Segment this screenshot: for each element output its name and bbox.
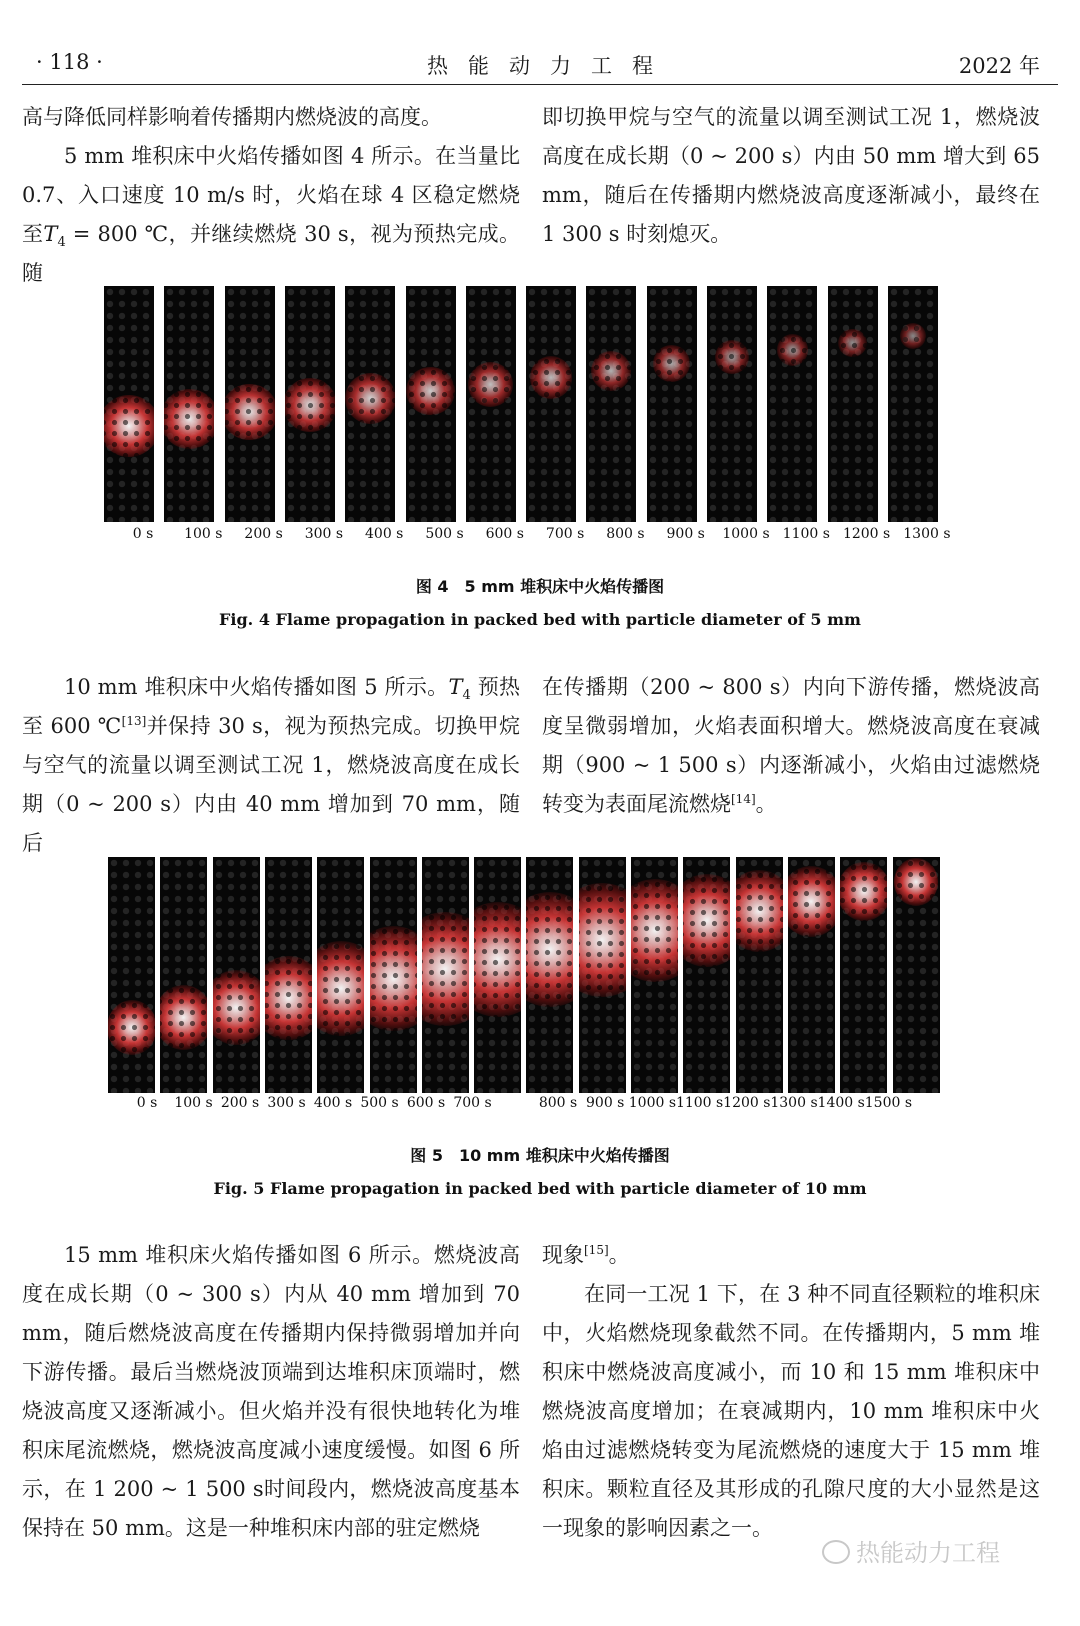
flame-photo-strip (788, 857, 835, 1093)
time-label: 700 s (545, 526, 585, 542)
top-right-column (542, 98, 1040, 254)
paragraph: 现象[15]。 (542, 1243, 630, 1267)
flame-photo-strip (164, 286, 214, 522)
journal-title: 热能动力工程 (427, 54, 673, 78)
flame-photo-strip (586, 286, 636, 522)
paragraph: 10 mm 堆积床中火焰传播如图 5 所示。$T_4$ 预热至 600 ℃[13]并保持 30 s，视为预热完成。切换甲烷与空气的流量以调至测试工况 1，燃烧波高度在成长期（0 ~ 200 s）内由 40 mm 增加到 70 mm，随后 (22, 675, 520, 855)
time-label: 300 s (304, 526, 344, 542)
paragraph: 5 mm 堆积床中火焰传播如图 4 所示。在当量比 0.7、入口速度 10 m/s 时，火焰在球 4 区稳定燃烧至$T_4 = 800$ ℃，并继续燃烧 30 s，视为预热完成。随 (22, 144, 521, 285)
figure-5-caption-zh: 图 5 10 mm 堆积床中火焰传播图 (410, 1146, 670, 1165)
time-label: 900 s (586, 1095, 625, 1111)
figure-4-caption-en: Fig. 4 Flame propagation in packed bed with particle diameter of 5 mm (219, 610, 861, 629)
flame-photo-strip (225, 286, 275, 522)
flame-photo-strip (828, 286, 878, 522)
flame-glow (225, 384, 275, 440)
wechat-icon (822, 1540, 850, 1564)
flame-glow (108, 1000, 155, 1055)
paragraph: 15 mm 堆积床火焰传播如图 6 所示。燃烧波高度在成长期（0 ~ 300 s）内从 40 mm 增加到 70 mm，随后燃烧波高度在传播期内保持微弱增加并向下游传播。最后当燃烧波顶端到达堆积床顶端时，燃烧波高度又逐渐减小。但火焰并没有很快地转化为堆积床尾流燃烧，燃烧波高度减小速度缓慢。如图 6 所示，在 1 200 ~ 1 500 s时间段内，燃烧波高度基本保持在 50 mm。这是一种堆积床内部的驻定燃烧 (22, 1243, 520, 1540)
flame-photo-strip (370, 857, 417, 1093)
flame-photo-strip (345, 286, 395, 522)
flame-glow (788, 866, 835, 936)
time-label: 1000 s (722, 526, 770, 542)
flame-glow (736, 870, 783, 951)
mid-left-column (22, 668, 520, 863)
time-label: 1500 s (864, 1095, 913, 1111)
flame-glow (317, 941, 364, 1036)
flame-photo-strip (707, 286, 757, 522)
time-label: 1100 s (782, 526, 830, 542)
time-label: 1200 s (723, 1095, 771, 1111)
flame-photo-strip (466, 286, 516, 522)
flame-photo-strip (213, 857, 260, 1093)
time-label: 0 s (132, 526, 154, 542)
time-label: 100 s (174, 1095, 213, 1111)
time-label: 600 s (485, 526, 524, 542)
running-header (22, 44, 1058, 85)
flame-glow (840, 862, 887, 921)
flame-glow (345, 373, 395, 424)
flame-photo-strip (683, 857, 730, 1093)
flame-glow (579, 883, 626, 997)
time-label: 200 s (220, 1095, 260, 1111)
time-label: 800 s (606, 526, 645, 542)
figure-4-caption-zh: 图 4 5 mm 堆积床中火焰传播图 (415, 577, 665, 596)
flame-photo-strip (893, 857, 940, 1093)
flame-glow (160, 985, 207, 1050)
time-label: 500 s (425, 526, 464, 542)
flame-photo-strip (767, 286, 817, 522)
time-label: 400 s (313, 1095, 353, 1111)
flame-glow (526, 892, 573, 1006)
flame-glow (164, 389, 214, 448)
flame-glow (631, 879, 678, 982)
flame-photo-strip (631, 857, 678, 1093)
time-label: 600 s (406, 1095, 446, 1111)
flame-photo-strip (422, 857, 469, 1093)
journal-year: 2022 年 (958, 54, 1040, 78)
paragraph: 即切换甲烷与空气的流量以调至测试工况 1，燃烧波高度在成长期（0 ~ 200 s）内由 50 mm 增大到 65 mm，随后在传播期内燃烧波高度逐渐减小，最终在 1 300 s 时刻熄灭。 (542, 105, 1040, 246)
time-label: 500 s (360, 1095, 399, 1111)
top-left-column (22, 98, 520, 293)
flame-photo-strip (108, 857, 155, 1093)
flame-glow (406, 367, 454, 415)
flame-photo-strip (265, 857, 312, 1093)
time-label: 1300 s (903, 526, 951, 542)
flame-glow (777, 334, 809, 366)
time-label: 100 s (184, 526, 223, 542)
time-label: 700 s (453, 1095, 492, 1111)
time-label: 1400 s (817, 1095, 865, 1111)
bottom-right-column (542, 1236, 1040, 1548)
bottom-left-column (22, 1236, 520, 1548)
flame-glow (715, 340, 749, 374)
figure-5-caption-en: Fig. 5 Flame propagation in packed bed with particle diameter of 10 mm (213, 1179, 867, 1198)
flame-glow (474, 902, 521, 1016)
mid-right-column (542, 668, 1040, 824)
flame-photo-strip (406, 286, 456, 522)
flame-photo-strip (526, 857, 573, 1093)
flame-photo-strip (647, 286, 697, 522)
flame-glow (900, 323, 926, 349)
flame-glow (422, 912, 469, 1026)
time-label: 400 s (365, 526, 404, 542)
page-number: · 118 · (36, 50, 103, 74)
flame-photo-strip (104, 286, 154, 522)
flame-photo-strip (579, 857, 626, 1093)
flame-glow (591, 351, 631, 391)
flame-photo-strip (317, 857, 364, 1093)
flame-photo-strip (840, 857, 887, 1093)
flame-photo-strip (160, 857, 207, 1093)
paragraph: 高与降低同样影响着传播期内燃烧波的高度。 (22, 105, 442, 129)
flame-glow (285, 378, 335, 432)
flame-photo-strip (474, 857, 521, 1093)
time-label: 1100 s (675, 1095, 724, 1111)
flame-glow (265, 956, 312, 1041)
time-label: 900 s (666, 526, 705, 542)
flame-photo-strip (285, 286, 335, 522)
flame-photo-strip (526, 286, 576, 522)
watermark: 热能动力工程 (822, 1533, 1000, 1568)
time-label: 300 s (267, 1095, 306, 1111)
flame-glow (468, 362, 513, 407)
flame-glow (370, 926, 417, 1031)
flame-glow (213, 970, 260, 1045)
flame-glow (530, 356, 573, 399)
time-label: 1300 s (770, 1095, 818, 1111)
time-label: 200 s (244, 526, 283, 542)
flame-glow (104, 395, 154, 457)
paragraph: 在同一工况 1 下，在 3 种不同直径颗粒的堆积床中，火焰燃烧现象截然不同。在传播期内，5 mm 堆积床中燃烧波高度减小，而 10 和 15 mm 堆积床中燃烧波高度增加；在衰减期内，10 mm 堆积床中火焰由过滤燃烧转变为尾流燃烧的速度大于 15 mm 堆积床。颗粒直径及其形成的孔隙尺度的大小显然是这一现象的影响因素之一。 (542, 1282, 1040, 1540)
flame-photo-strip (888, 286, 938, 522)
flame-glow (838, 329, 867, 358)
time-label: 1000 s (628, 1095, 677, 1111)
time-label: 800 s (538, 1095, 578, 1111)
time-label: 1200 s (842, 526, 891, 542)
flame-glow (653, 345, 690, 382)
flame-glow (683, 874, 730, 966)
time-label: 0 s (136, 1095, 158, 1111)
flame-glow (894, 858, 938, 906)
paragraph: 在传播期（200 ~ 800 s）内向下游传播，燃烧波高度呈微弱增加，火焰表面积增大。燃烧波高度在衰减期（900 ~ 1 500 s）内逐渐减小，火焰由过滤燃烧转变为表面尾流燃烧[14]。 (542, 675, 1040, 816)
flame-photo-strip (736, 857, 783, 1093)
